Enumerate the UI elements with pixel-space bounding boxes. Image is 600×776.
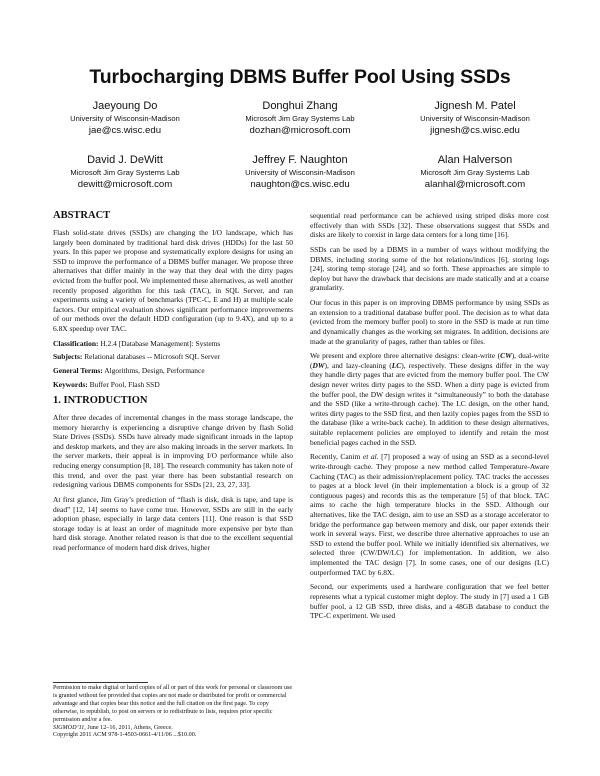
footnote-rule (53, 682, 148, 683)
classification-line (53, 339, 293, 349)
text-run: We present and explore three alternative designs: clean-write ( (310, 351, 501, 361)
keywords-value: Buffer Pool, Flash SSD (89, 379, 160, 389)
subjects-label: Subjects: (53, 352, 83, 362)
author-email: dozhan@microsoft.com (249, 125, 351, 136)
dw-abbrev: DW (312, 360, 325, 370)
classification-label: Classification: (53, 338, 99, 348)
venue-name: SIGMOD’11, (53, 724, 86, 731)
cw-abbrev: CW (500, 351, 512, 361)
right-paragraph-3: Our focus in this paper is on improving DBMS performance by using SSDs as an extension to a traditional database buffer pool. The decision as to what data (evicted from the memory buffer pool) to store in the SSD is made at run time and dynamically changes as the working set migrates. In addition, decisions are made at the granularity of pages, rather than tables or files. (310, 298, 549, 346)
paper-title: Turbocharging DBMS Buffer Pool Using SSDs (89, 66, 511, 88)
left-column (53, 210, 293, 558)
general-terms-label: General Terms: (53, 365, 103, 375)
subjects-value: Relational databases -- Microsoft SQL Server (84, 352, 221, 362)
text-run: ), dual-write ( (310, 351, 550, 370)
text-run: [7] proposed a way of using an SSD as a second-level write-through cache. They propose a new method called Temperature-Aware Caching (TAC) as their admission/replacement policy. TAC tracks the accesses to pages at a block level (in their implementation a block is a group of 32 contiguous pages) and records this as the temperature [5] of that block. TAC aims to cache the high temperature blocks in the SSD. Although our alternatives, like the TAC design, aim to use an SSD as a storage accelerator to bridge the performance gap between memory and disk, our paper extends their work in several ways. First, we describe three alternative approaches to use an SSD to extend the buffer pool. While we initially identified six alternatives, we selected three (CW/DW/LC) for implementation. In addition, we also implemented the TAC design [7]. In some cases, one of our designs (LC) outperformed TAC by 6.8X. (310, 452, 550, 577)
subjects-line (53, 352, 293, 362)
intro-paragraph-1: After three decades of incremental changes in the mass storage landscape, the memory hierarchy is experiencing a disruptive change driven by flash Solid State Drives (SSDs). SSDs have already made significant inroads in the laptop and desktop markets, and they are also making inroads in the server markets. In the server markets, their appeal is in improving I/O performance while also reducing energy consumption [8, 18]. The research community has taken note of this trend, and over the past year there has been substantial research on redesigning various DBMS components for SSDs [21, 23, 27, 33]. (53, 413, 293, 490)
author-email: naughton@cs.wisc.edu (250, 179, 350, 190)
keywords-line (53, 380, 293, 390)
author-block-3 (370, 99, 580, 137)
intro-paragraph-2: At first glance, Jim Gray’s prediction of “flash is disk, disk is tape, and tape is dead” [12, 14] seems to have come true. However, SSDs are still in the early adoption phase, especially in large data centers [11]. One reason is that SSD storage today is at least an order of magnitude more expensive per byte than hard disk storage. Another related reason is that due to the excellent sequential read performance of modern hard disk drives, higher (53, 495, 293, 552)
author-affiliation: Microsoft Jim Gray Systems Lab (70, 168, 180, 177)
author-affiliation: University of Wisconsin-Madison (420, 114, 530, 123)
author-affiliation: Microsoft Jim Gray Systems Lab (420, 168, 530, 177)
author-name: Alan Halverson (437, 154, 513, 166)
general-terms-line (53, 366, 293, 376)
author-name: Jeffrey F. Naughton (252, 154, 348, 166)
abstract-heading: ABSTRACT (53, 210, 111, 221)
right-paragraph-4 (310, 351, 549, 447)
author-name: Jignesh M. Patel (434, 100, 516, 112)
text-run: Recently, Canim (310, 452, 363, 462)
right-paragraph-1: sequential read performance can be achieved using striped disks more cost effectively than with SSDs [32]. These observations suggest that SSDs and disks are likely to coexist in large data centers for a long time [16]. (310, 211, 549, 240)
keywords-label: Keywords: (53, 379, 88, 389)
author-name: Donghui Zhang (262, 100, 338, 112)
introduction-heading: 1. INTRODUCTION (53, 395, 148, 407)
text-run: ), respectively. These designs differ in the way they handle dirty pages that are evicted from the memory buffer pool. The CW design never writes dirty pages to the SSD. When a dirty page is evicted from the buffer pool, the DW design writes it “simultaneously” to both the database and the SSD (like a write-through cache). The LC design, on the other hand, writes dirty pages to the SSD first, and then lazily copies pages from the SSD to the database (like a write-back cache). In addition to these design alternatives, suitable replacement policies are employed to identify and retain the most beneficial pages cached in the SSD. (310, 360, 549, 447)
author-block-6 (370, 153, 580, 191)
permission-text: Permission to make digital or hard copies of all or part of this work for personal or classroom use is granted without fee provided that copies are not made or distributed for profit or commercial advantage and that copies bear this notice and the full citation on the first page. To copy otherwise, to republish, to post on servers or to redistribute to lists, requires prior specific permission and/or a fee. (53, 685, 293, 723)
author-email: alanhal@microsoft.com (424, 179, 526, 190)
right-paragraph-6: Second, our experiments used a hardware configuration that we feel better represents what a typical customer might deploy. The study in [7] used a 1 GB buffer pool, a 12 GB SSD, three disks, and a 48GB database to conduct the TPC-C experiment. We used (310, 582, 549, 621)
permission-notice (53, 685, 293, 740)
author-affiliation: University of Wisconsin-Madison (70, 114, 180, 123)
author-affiliation: University of Wisconsin-Madison (245, 168, 355, 177)
author-email: jae@cs.wisc.edu (88, 125, 162, 136)
copyright-line: Copyright 2011 ACM 978-1-4503-0661-4/11/06 ...$10.00. (53, 732, 197, 739)
venue-details: June 12–16, 2011, Athens, Greece. (85, 724, 173, 731)
lc-abbrev: LC (391, 360, 402, 370)
classification-value: H.2.4 [Database Management]: Systems (100, 338, 221, 348)
text-run: ), and lazy-cleaning ( (324, 360, 392, 370)
author-name: David J. DeWitt (87, 154, 163, 166)
author-email: jignesh@cs.wisc.edu (430, 125, 520, 136)
author-email: dewitt@microsoft.com (77, 179, 173, 190)
author-name: Jaeyoung Do (92, 100, 158, 112)
right-column (310, 211, 549, 626)
abstract-text: Flash solid-state drives (SSDs) are changing the I/O landscape, which has largely been dominated by traditional hard disk drives (HDDs) for the last 50 years. In this paper we propose and systematically explore designs for using an SSD to improve the performance of a DBMS buffer manager. We propose three alternatives that differ mainly in the way that they deal with the dirty pages evicted from the buffer pool. We implemented these alternatives, as well another recently proposed algorithm for this task (TAC), in SQL Server, and ran experiments using a variety of benchmarks (TPC-C, E and H) at multiple scale factors. Our empirical evaluation shows significant performance improvements of our methods over the default HDD configuration (up to 9.4X), and up to a 6.8X speedup over TAC. (53, 228, 293, 333)
et-al: et al. (362, 452, 379, 462)
right-paragraph-2: SSDs can be used by a DBMS in a number of ways without modifying the DBMS, including storing some of the hot relations/indices [6], storing logs [24], storing temp storage [24], and so forth. These approaches are simple to deploy but have the drawback that decisions are made statically and at a coarse granularity. (310, 244, 549, 293)
author-affiliation: Microsoft Jim Gray Systems Lab (245, 114, 355, 123)
right-paragraph-5 (310, 452, 549, 577)
general-terms-value: Algorithms, Design, Performance (104, 365, 205, 375)
